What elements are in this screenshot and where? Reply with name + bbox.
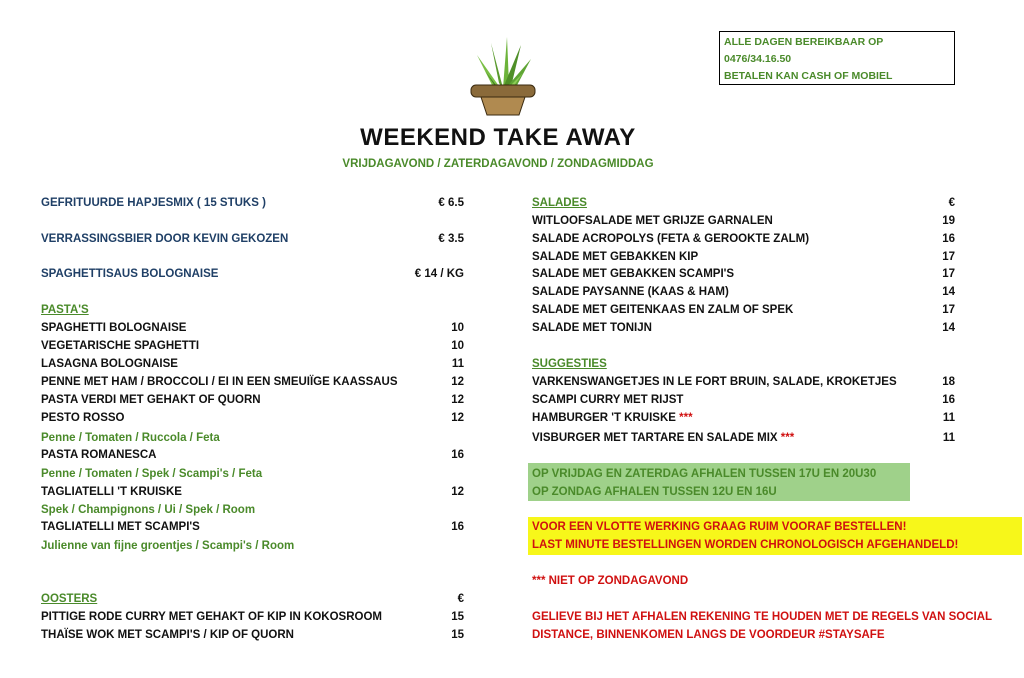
pasta-item-name: TAGLIATELLI MET SCAMPI'S bbox=[41, 521, 200, 533]
pasta-item-name: PESTO ROSSO bbox=[41, 412, 125, 424]
social-distance-note: GELIEVE BIJ HET AFHALEN REKENING TE HOUDEN MET DE REGELS VAN SOCIAL bbox=[532, 611, 993, 623]
restaurant-logo bbox=[463, 33, 543, 117]
social-distance-note: DISTANCE, BINNENKOMEN LANGS DE VOORDEUR #STAYSAFE bbox=[532, 629, 885, 641]
salades-currency: € bbox=[948, 197, 955, 209]
extra-item-name: SPAGHETTISAUS BOLOGNAISE bbox=[41, 268, 219, 280]
pasta-item-description: Penne / Tomaten / Ruccola / Feta bbox=[41, 432, 220, 444]
pasta-item-name: PASTA ROMANESCA bbox=[41, 449, 157, 461]
extra-item-name: GEFRITUURDE HAPJESMIX ( 15 STUKS ) bbox=[41, 197, 266, 209]
pasta-item-price: 11 bbox=[451, 358, 464, 370]
salade-item-price: 17 bbox=[942, 251, 955, 263]
salades-heading: SALADES bbox=[532, 197, 587, 209]
order-notice-line: VOOR EEN VLOTTE WERKING GRAAG RUIM VOORAF BESTELLEN! bbox=[532, 521, 907, 533]
salade-item-name: SALADE MET GEBAKKEN KIP bbox=[532, 251, 699, 263]
salade-item-price: 14 bbox=[942, 286, 955, 298]
pasta-item-price: 12 bbox=[451, 394, 464, 406]
salade-item-price: 17 bbox=[942, 304, 955, 316]
oosters-item-name: PITTIGE RODE CURRY MET GEHAKT OF KIP IN KOKOSROOM bbox=[41, 611, 382, 623]
suggestie-item-price: 18 bbox=[942, 376, 955, 388]
extra-item-price: € 3.5 bbox=[438, 233, 464, 245]
oosters-item-price: 15 bbox=[451, 611, 464, 623]
contact-phone: 0476/34.16.50 bbox=[724, 53, 792, 65]
page-title: WEEKEND TAKE AWAY bbox=[360, 124, 636, 151]
pickup-friday-saturday: OP VRIJDAG EN ZATERDAG AFHALEN TUSSEN 17U EN 20U30 bbox=[532, 468, 877, 480]
extra-item-price: € 14 / KG bbox=[414, 268, 464, 280]
contact-payment: BETALEN KAN CASH OF MOBIEL bbox=[724, 70, 893, 82]
pickup-sunday: OP ZONDAG AFHALEN TUSSEN 12U EN 16U bbox=[532, 486, 777, 498]
pasta-item-price: 16 bbox=[451, 521, 464, 533]
suggestie-item-mark: *** bbox=[780, 432, 795, 444]
extra-item-name: VERRASSINGSBIER DOOR KEVIN GEKOZEN bbox=[41, 233, 289, 245]
suggestie-item-price: 11 bbox=[942, 412, 955, 424]
salade-item-price: 17 bbox=[942, 268, 955, 280]
salade-item-name: SALADE MET GEBAKKEN SCAMPI'S bbox=[532, 268, 735, 280]
suggestie-item-mark: *** bbox=[679, 412, 693, 424]
suggestie-item-name: HAMBURGER 'T KRUISKE bbox=[532, 412, 676, 424]
pasta-item-name: PASTA VERDI MET GEHAKT OF QUORN bbox=[41, 394, 261, 406]
pasta-item-name: LASAGNA BOLOGNAISE bbox=[41, 358, 178, 370]
pasta-item-description: Spek / Champignons / Ui / Spek / Room bbox=[41, 504, 256, 516]
order-notice-line: LAST MINUTE BESTELLINGEN WORDEN CHRONOLOGISCH AFGEHANDELD! bbox=[532, 539, 959, 551]
not-sunday-note: *** NIET OP ZONDAGAVOND bbox=[532, 575, 689, 587]
contact-box bbox=[719, 31, 955, 85]
salade-item-name: SALADE MET TONIJN bbox=[532, 322, 652, 334]
pasta-item-price: 12 bbox=[451, 376, 464, 388]
pasta-item-name: PENNE MET HAM / BROCCOLI / EI IN EEN SMEUIÏGE KAASSAUS bbox=[41, 376, 398, 388]
pasta-item-description: Penne / Tomaten / Spek / Scampi's / Feta bbox=[41, 468, 263, 480]
pasta-item-price: 10 bbox=[451, 340, 464, 352]
pasta-item-price: 12 bbox=[451, 486, 464, 498]
suggestie-item-name: VARKENSWANGETJES IN LE FORT BRUIN, SALADE, KROKETJES bbox=[532, 376, 897, 388]
suggestie-item-price: 16 bbox=[942, 394, 955, 406]
pasta-heading: PASTA'S bbox=[41, 304, 89, 316]
pasta-item-price: 16 bbox=[451, 449, 464, 461]
pasta-item-name: SPAGHETTI BOLOGNAISE bbox=[41, 322, 187, 334]
suggestie-item bbox=[532, 430, 794, 446]
suggestie-item bbox=[532, 410, 693, 426]
pasta-item-description: Julienne van fijne groentjes / Scampi's / Room bbox=[41, 540, 295, 552]
oosters-item-price: 15 bbox=[451, 629, 464, 641]
suggestie-item-name: VISBURGER MET TARTARE EN SALADE MIX bbox=[532, 432, 778, 444]
page-subtitle: VRIJDAGAVOND / ZATERDAGAVOND / ZONDAGMIDDAG bbox=[342, 158, 654, 170]
pasta-item-price: 10 bbox=[451, 322, 464, 334]
pasta-item-name: TAGLIATELLI 'T KRUISKE bbox=[41, 486, 182, 498]
suggestie-item-price: 11 bbox=[942, 432, 955, 444]
pasta-item-name: VEGETARISCHE SPAGHETTI bbox=[41, 340, 200, 352]
oosters-currency: € bbox=[457, 593, 464, 605]
salade-item-name: SALADE MET GEITENKAAS EN ZALM OF SPEK bbox=[532, 304, 794, 316]
suggesties-heading: SUGGESTIES bbox=[532, 358, 607, 370]
salade-item-name: SALADE ACROPOLYS (FETA & GEROOKTE ZALM) bbox=[532, 233, 810, 245]
suggestie-item-name: SCAMPI CURRY MET RIJST bbox=[532, 394, 684, 406]
salade-item-price: 16 bbox=[942, 233, 955, 245]
oosters-item-name: THAÏSE WOK MET SCAMPI'S / KIP OF QUORN bbox=[41, 629, 294, 641]
contact-line-availability: ALLE DAGEN BEREIKBAAR OP bbox=[724, 36, 884, 48]
oosters-heading: OOSTERS bbox=[41, 593, 98, 605]
salade-item-price: 19 bbox=[942, 215, 955, 227]
salade-item-name: SALADE PAYSANNE (KAAS & HAM) bbox=[532, 286, 729, 298]
extra-item-price: € 6.5 bbox=[438, 197, 464, 209]
salade-item-price: 14 bbox=[942, 322, 955, 334]
salade-item-name: WITLOOFSALADE MET GRIJZE GARNALEN bbox=[532, 215, 773, 227]
pasta-item-price: 12 bbox=[451, 412, 464, 424]
